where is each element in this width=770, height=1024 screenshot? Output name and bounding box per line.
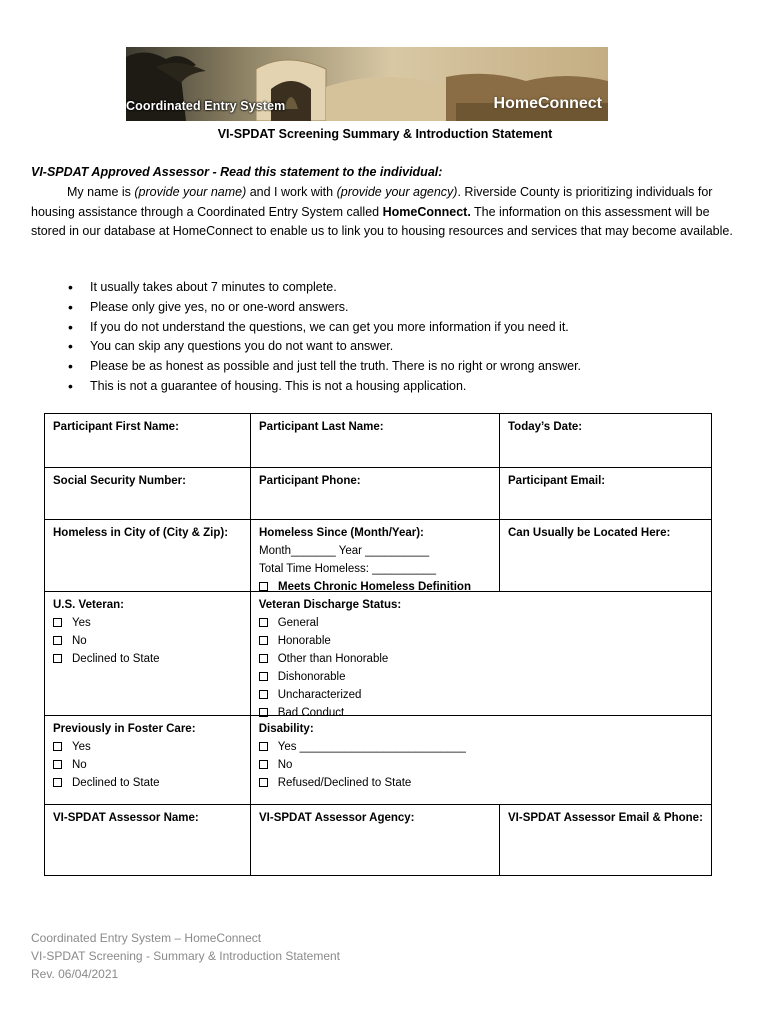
- checkbox-icon: [53, 654, 62, 663]
- discharge-option[interactable]: [259, 686, 703, 704]
- checkbox-icon: [259, 672, 268, 681]
- email-field[interactable]: [500, 468, 711, 519]
- checkbox-icon: [53, 742, 62, 751]
- intro-placeholder-name: (provide your name): [134, 185, 247, 199]
- foster-option[interactable]: [53, 756, 242, 774]
- todays-date-field[interactable]: [500, 414, 711, 467]
- intro-text: My name is: [67, 185, 135, 199]
- veteran-option[interactable]: [53, 614, 242, 632]
- checkbox-label: Meets Chronic Homeless Definition: [278, 581, 471, 593]
- footer-line: Coordinated Entry System – HomeConnect: [31, 931, 262, 945]
- header-banner: [126, 47, 608, 121]
- intro-text: and I work with: [246, 185, 337, 199]
- checkbox-icon: [259, 742, 268, 751]
- homeless-city-field[interactable]: [45, 520, 251, 591]
- footer-line: VI-SPDAT Screening - Summary & Introduction Statement: [31, 949, 341, 963]
- option-label: Uncharacterized: [277, 689, 362, 701]
- field-label: VI-SPDAT Assessor Name:: [53, 812, 199, 824]
- banner-left-text: Coordinated Entry System: [126, 99, 286, 113]
- foster-care-field: [45, 716, 251, 804]
- veteran-option[interactable]: [53, 632, 242, 650]
- checkbox-icon: [259, 690, 268, 699]
- field-label: Participant Last Name:: [259, 421, 384, 433]
- disability-option[interactable]: [259, 738, 703, 756]
- banner-logo-text: HomeConnect: [493, 95, 602, 112]
- option-label: Refused/Declined to State: [277, 777, 412, 789]
- list-item: • If you do not understand the questions, we can get you more information if you need it.: [66, 318, 581, 338]
- form-row: [45, 804, 711, 875]
- assessor-agency-field[interactable]: [251, 805, 500, 875]
- checkbox-icon: [259, 582, 268, 591]
- list-item: • This is not a guarantee of housing. This is not a housing application.: [66, 377, 581, 397]
- option-label: Bad Conduct: [277, 707, 345, 719]
- field-label: Homeless in City of (City & Zip):: [53, 527, 229, 539]
- checkbox-icon: [259, 778, 268, 787]
- option-label: General: [277, 617, 319, 629]
- list-item: • Please be as honest as possible and just tell the truth. There is no right or wrong answer.: [66, 357, 581, 377]
- document-title: VI-SPDAT Screening Summary & Introduction Statement: [217, 127, 553, 141]
- discharge-field: [251, 592, 711, 719]
- form-row: [45, 715, 711, 804]
- option-label: Declined to State: [72, 653, 160, 665]
- total-time-line: Total Time Homeless: __________: [259, 563, 437, 575]
- checkbox-icon: [53, 618, 62, 627]
- assessor-name-field[interactable]: [45, 805, 251, 875]
- participant-form: [44, 413, 712, 876]
- discharge-option[interactable]: [259, 668, 703, 686]
- checkbox-icon: [53, 636, 62, 645]
- form-row: [45, 414, 711, 467]
- option-label: No: [72, 635, 87, 647]
- foster-option[interactable]: [53, 774, 242, 792]
- instruction-list: [66, 278, 581, 397]
- disability-field: [251, 716, 711, 804]
- page-footer: [31, 929, 340, 983]
- field-label: Previously in Foster Care:: [53, 723, 196, 735]
- checkbox-icon: [53, 778, 62, 787]
- disability-option[interactable]: [259, 774, 703, 792]
- list-item: • It usually takes about 7 minutes to complete.: [66, 278, 581, 298]
- intro-text: . Riverside County is prioritizing individuals for housing assistance through a Coordinated Entry System called: [31, 185, 713, 219]
- discharge-option[interactable]: [259, 650, 703, 668]
- field-label: Disability:: [258, 723, 314, 735]
- discharge-option[interactable]: [259, 614, 703, 632]
- field-label: Participant Phone:: [259, 475, 361, 487]
- field-label: Today’s Date:: [508, 421, 583, 433]
- field-label: Participant First Name:: [53, 421, 179, 433]
- field-label: Homeless Since (Month/Year):: [259, 527, 424, 539]
- first-name-field[interactable]: [45, 414, 251, 467]
- disability-option[interactable]: [259, 756, 703, 774]
- field-label: Participant Email:: [508, 475, 606, 487]
- field-label: U.S. Veteran:: [53, 599, 124, 611]
- assessor-contact-field[interactable]: [500, 805, 711, 875]
- field-label: VI-SPDAT Assessor Agency:: [259, 812, 415, 824]
- option-label: Yes __________________________: [277, 741, 466, 753]
- option-label: Other than Honorable: [277, 653, 389, 665]
- option-label: Declined to State: [72, 777, 160, 789]
- form-row: [45, 591, 711, 719]
- field-label: VI-SPDAT Assessor Email & Phone:: [508, 812, 703, 824]
- checkbox-icon: [259, 618, 268, 627]
- form-row: [45, 519, 711, 591]
- foster-option[interactable]: [53, 738, 242, 756]
- intro-placeholder-agency: (provide your agency): [336, 185, 458, 199]
- option-label: Honorable: [277, 635, 331, 647]
- ssn-field[interactable]: [45, 468, 251, 519]
- option-label: No: [72, 759, 87, 771]
- checkbox-icon: [53, 760, 62, 769]
- last-name-field[interactable]: [251, 414, 500, 467]
- veteran-option[interactable]: [53, 650, 242, 668]
- checkbox-icon: [259, 636, 268, 645]
- checkbox-icon: [259, 654, 268, 663]
- field-label: Social Security Number:: [53, 475, 186, 487]
- list-item: • Please only give yes, no or one-word answers.: [66, 298, 581, 318]
- field-label: Can Usually be Located Here:: [508, 527, 671, 539]
- footer-revision: Rev. 06/04/2021: [31, 967, 119, 981]
- intro-statement: [31, 183, 743, 242]
- form-row: [45, 467, 711, 519]
- intro-text: The information on this assessment will be stored in our database at HomeConnect to enable us to link you to housing resources and services that may become available.: [31, 204, 733, 238]
- checkbox-icon: [259, 760, 268, 769]
- field-label: Veteran Discharge Status:: [258, 599, 402, 611]
- phone-field[interactable]: [251, 468, 500, 519]
- option-label: No: [277, 759, 293, 771]
- month-year-line: Month_______ Year __________: [259, 545, 430, 557]
- assessor-heading: VI-SPDAT Approved Assessor - Read this statement to the individual:: [31, 165, 443, 179]
- veteran-field: [45, 592, 251, 715]
- list-item: • You can skip any questions you do not want to answer.: [66, 337, 581, 357]
- option-label: Dishonorable: [277, 671, 346, 683]
- located-field[interactable]: [500, 520, 711, 591]
- option-label: Yes: [72, 741, 91, 753]
- discharge-option[interactable]: [259, 632, 703, 650]
- option-label: Yes: [72, 617, 91, 629]
- intro-brand: HomeConnect.: [382, 204, 471, 219]
- homeless-since-field[interactable]: [251, 520, 500, 591]
